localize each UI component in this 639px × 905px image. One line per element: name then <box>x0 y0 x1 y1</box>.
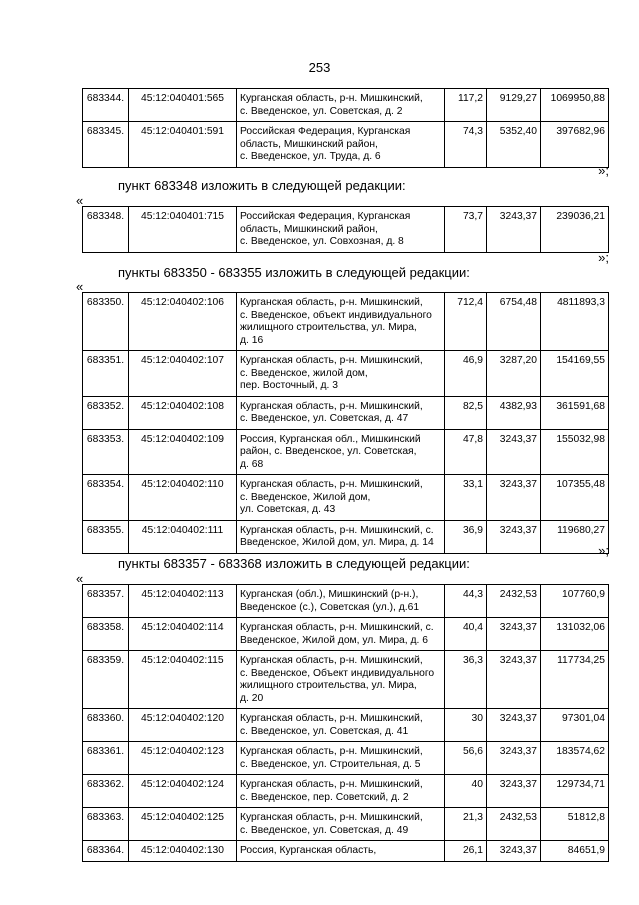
row-number: 683363. <box>83 808 129 841</box>
cadastral-number: 45:12:040402:109 <box>129 429 237 475</box>
row-number: 683357. <box>83 585 129 618</box>
unit-value: 3243,37 <box>487 207 541 253</box>
cadastral-value: 51812,8 <box>541 808 609 841</box>
cadastral-number: 45:12:040401:565 <box>129 89 237 122</box>
row-number: 683345. <box>83 122 129 168</box>
cadastral-value: 117734,25 <box>541 651 609 709</box>
instruction-1: пункт 683348 изложить в следующей редакции: <box>118 178 406 193</box>
table-row <box>83 841 609 862</box>
opening-quote-2: « <box>76 279 84 294</box>
cadastral-value: 119680,27 <box>541 520 609 553</box>
address: Курганская область, р-н. Мишкинский, с. Введенское, ул. Советская, д. 41 <box>237 709 445 742</box>
unit-value: 3243,37 <box>487 742 541 775</box>
address: Курганская область, р-н. Мишкинский, с. Введенское, ул. Строительная, д. 5 <box>237 742 445 775</box>
address: Курганская (обл.), Мишкинский (р-н.), Введенское (с.), Советская (ул.), д.61 <box>237 585 445 618</box>
unit-value: 2432,53 <box>487 808 541 841</box>
area: 30 <box>445 709 487 742</box>
cadastral-number: 45:12:040402:107 <box>129 351 237 397</box>
cadastral-number: 45:12:040402:123 <box>129 742 237 775</box>
area: 46,9 <box>445 351 487 397</box>
closing-mark-3: »; <box>598 543 609 558</box>
row-number: 683352. <box>83 396 129 429</box>
address: Курганская область, р-н. Мишкинский, с. Введенское, ул. Советская, д. 47 <box>237 396 445 429</box>
row-number: 683353. <box>83 429 129 475</box>
unit-value: 6754,48 <box>487 293 541 351</box>
cadastral-value: 155032,98 <box>541 429 609 475</box>
unit-value: 3243,37 <box>487 475 541 521</box>
cadastral-value: 4811893,3 <box>541 293 609 351</box>
address: Курганская область, р-н. Мишкинский, с. Введенское, объект индивидуального жилищного строительства, ул. Мира, д. 16 <box>237 293 445 351</box>
cadastral-value: 97301,04 <box>541 709 609 742</box>
opening-quote-1: « <box>76 193 84 208</box>
address: Российская Федерация, Курганская область, Мишкинский район, с. Введенское, ул. Труда, д. 6 <box>237 122 445 168</box>
cadastral-number: 45:12:040402:108 <box>129 396 237 429</box>
unit-value: 3243,37 <box>487 775 541 808</box>
unit-value: 5352,40 <box>487 122 541 168</box>
address: Курганская область, р-н. Мишкинский, с. Введенское, жилой дом, пер. Восточный, д. 3 <box>237 351 445 397</box>
row-number: 683351. <box>83 351 129 397</box>
address: Россия, Курганская обл., Мишкинский район, с. Введенское, ул. Советская, д. 68 <box>237 429 445 475</box>
address: Курганская область, р-н. Мишкинский, с. Введенское, Объект индивидуального жилищного строительства, ул. Мира, д. 20 <box>237 651 445 709</box>
cadastral-value: 361591,68 <box>541 396 609 429</box>
cadastral-number: 45:12:040402:124 <box>129 775 237 808</box>
row-number: 683361. <box>83 742 129 775</box>
cadastral-value: 183574,62 <box>541 742 609 775</box>
cadastral-number: 45:12:040402:115 <box>129 651 237 709</box>
address: Курганская область, р-н. Мишкинский, с. Введенское, пер. Советский, д. 2 <box>237 775 445 808</box>
address: Курганская область, р-н. Мишкинский, с. Введенское, ул. Советская, д. 49 <box>237 808 445 841</box>
table-row <box>83 396 609 429</box>
unit-value: 3243,37 <box>487 841 541 862</box>
row-number: 683362. <box>83 775 129 808</box>
instruction-3: пункты 683357 - 683368 изложить в следующей редакции: <box>118 556 470 571</box>
unit-value: 3287,20 <box>487 351 541 397</box>
area: 56,6 <box>445 742 487 775</box>
row-number: 683358. <box>83 618 129 651</box>
table-2 <box>82 206 609 253</box>
row-number: 683360. <box>83 709 129 742</box>
opening-quote-3: « <box>76 571 84 586</box>
table-row <box>83 475 609 521</box>
table-1 <box>82 88 609 168</box>
cadastral-value: 107355,48 <box>541 475 609 521</box>
cadastral-number: 45:12:040402:110 <box>129 475 237 521</box>
area: 44,3 <box>445 585 487 618</box>
cadastral-number: 45:12:040402:106 <box>129 293 237 351</box>
cadastral-number: 45:12:040401:591 <box>129 122 237 168</box>
area: 73,7 <box>445 207 487 253</box>
cadastral-value: 131032,06 <box>541 618 609 651</box>
table-row <box>83 742 609 775</box>
area: 47,8 <box>445 429 487 475</box>
page-number: 253 <box>308 60 331 75</box>
area: 82,5 <box>445 396 487 429</box>
area: 36,9 <box>445 520 487 553</box>
table-row <box>83 585 609 618</box>
cadastral-number: 45:12:040402:120 <box>129 709 237 742</box>
unit-value: 3243,37 <box>487 651 541 709</box>
unit-value: 3243,37 <box>487 520 541 553</box>
table-row <box>83 351 609 397</box>
table-row <box>83 293 609 351</box>
table-row <box>83 709 609 742</box>
table-row <box>83 651 609 709</box>
cadastral-value: 129734,71 <box>541 775 609 808</box>
cadastral-value: 1069950,88 <box>541 89 609 122</box>
cadastral-value: 84651,9 <box>541 841 609 862</box>
table-row <box>83 618 609 651</box>
area: 26,1 <box>445 841 487 862</box>
row-number: 683359. <box>83 651 129 709</box>
cadastral-value: 154169,55 <box>541 351 609 397</box>
address: Курганская область, р-н. Мишкинский, с. Введенское, Жилой дом, ул. Мира, д. 14 <box>237 520 445 553</box>
area: 36,3 <box>445 651 487 709</box>
closing-mark-1: »; <box>598 163 609 178</box>
table-3 <box>82 292 609 554</box>
unit-value: 4382,93 <box>487 396 541 429</box>
unit-value: 3243,37 <box>487 429 541 475</box>
area: 21,3 <box>445 808 487 841</box>
address: Курганская область, р-н. Мишкинский, с. Введенское, Жилой дом, ул. Советская, д. 43 <box>237 475 445 521</box>
cadastral-number: 45:12:040402:125 <box>129 808 237 841</box>
address: Курганская область, р-н. Мишкинский, с. Введенское, Жилой дом, ул. Мира, д. 6 <box>237 618 445 651</box>
unit-value: 9129,27 <box>487 89 541 122</box>
unit-value: 2432,53 <box>487 585 541 618</box>
unit-value: 3243,37 <box>487 618 541 651</box>
table-row <box>83 207 609 253</box>
row-number: 683348. <box>83 207 129 253</box>
table-row <box>83 122 609 168</box>
closing-mark-2: »; <box>598 250 609 265</box>
table-row <box>83 429 609 475</box>
table-row <box>83 808 609 841</box>
area: 40 <box>445 775 487 808</box>
unit-value: 3243,37 <box>487 709 541 742</box>
table-row <box>83 520 609 553</box>
area: 117,2 <box>445 89 487 122</box>
area: 40,4 <box>445 618 487 651</box>
cadastral-number: 45:12:040402:114 <box>129 618 237 651</box>
cadastral-value: 107760,9 <box>541 585 609 618</box>
table-4 <box>82 584 609 862</box>
row-number: 683355. <box>83 520 129 553</box>
row-number: 683350. <box>83 293 129 351</box>
area: 712,4 <box>445 293 487 351</box>
cadastral-number: 45:12:040401:715 <box>129 207 237 253</box>
address: Россия, Курганская область, <box>237 841 445 862</box>
area: 74,3 <box>445 122 487 168</box>
row-number: 683354. <box>83 475 129 521</box>
table-row <box>83 775 609 808</box>
cadastral-value: 397682,96 <box>541 122 609 168</box>
address: Российская Федерация, Курганская область, Мишкинский район, с. Введенское, ул. Совхозная, д. 8 <box>237 207 445 253</box>
cadastral-value: 239036,21 <box>541 207 609 253</box>
address: Курганская область, р-н. Мишкинский, с. Введенское, ул. Советская, д. 2 <box>237 89 445 122</box>
instruction-2: пункты 683350 - 683355 изложить в следующей редакции: <box>118 265 470 280</box>
table-row <box>83 89 609 122</box>
area: 33,1 <box>445 475 487 521</box>
cadastral-number: 45:12:040402:130 <box>129 841 237 862</box>
row-number: 683344. <box>83 89 129 122</box>
cadastral-number: 45:12:040402:111 <box>129 520 237 553</box>
cadastral-number: 45:12:040402:113 <box>129 585 237 618</box>
row-number: 683364. <box>83 841 129 862</box>
